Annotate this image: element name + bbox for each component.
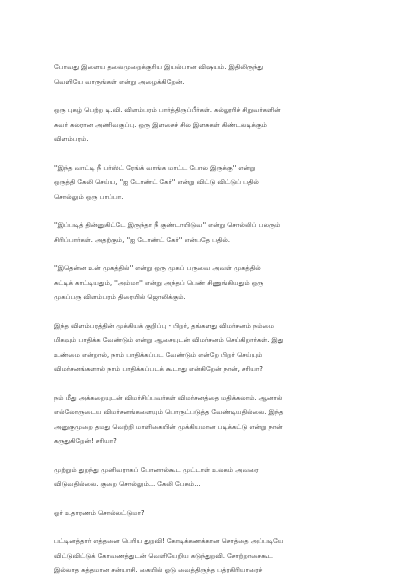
text-line: விடுவதில்லை. குறை சொல்லும்... கேலி பேசும்... (54, 480, 201, 488)
text-line: ''இதென்ன உன் முகத்தில்'' என்று ஒரு முகப் பருவை அவள் முகத்தில் (54, 264, 261, 272)
text-line: பட்டினத்தார் எத்தனை பெரிய துறவி! கோடிக்கணக்கான சொத்தை அப்படியே (54, 537, 284, 545)
text-line: உண்மை என்றால், நாம் பாதிக்கப்பட வேண்டும் என்றே பிறர் செய்யும் (54, 350, 263, 359)
text-line: முகப்பரு விளம்பரம் திரையில் ஜொலிக்கும். (54, 293, 186, 301)
text-line: சுட்டிக் காட்டியதும், ''அம்மா'' என்று அந்தப் பெண் சிணுங்கியதும் ஒரு (54, 278, 264, 287)
text-line: சுவர் கலரான அணிவகுப்பு. ஒரு இளசைச் சில இளசுகள் கிண்டலடிக்கும் (54, 120, 267, 129)
text-line: விட்டுவிட்டுக் கோவணத்துடன் வெளியேறிய கடுந்துறவி. சோற்றாசைகூட (54, 551, 274, 560)
text-line: சொல்லும் ஒரு பாப்பா. (54, 192, 124, 201)
text-line: போவது இளைய தலைமுறைக்குரிய இயல்பான விஷயம். இதிலிருந்து (54, 63, 264, 71)
text-line: அனுகுமுறை தமது வெற்றி மாளிகையின் முக்கியமான படிக்கட்டு என்று நான் (54, 422, 283, 431)
text-line: ''இப்படித் தின்னுகிட்டே இருந்தா நீ குண்டாயிடுவ'' என்று சொல்லிப் பலரும் (54, 221, 281, 229)
text-line: ஒரு புகழ் பெற்ற டி.வி. விளம்பரம் பார்த்திருப்பீர்கள். கல்லூரிச் சிறுவர்களின் (54, 106, 281, 114)
text-line: விமர்சனங்களால் நாம் பாதிக்கப்படக் கூடாது என்கிறேன் நான், சரியா? (54, 365, 263, 373)
paragraph (54, 261, 380, 305)
paragraph (54, 506, 380, 521)
text-line: மிகவும் பாதிக்க வேண்டும் என்று ஆசையுடன் விமர்சனம் செய்கிறார்கள். இது (54, 336, 284, 344)
paragraph (54, 60, 380, 89)
text-line: எல்லோருடைய விமர்சனங்களையும் பொருட்படுத்த வேண்டியதில்லை. இந்த (54, 408, 284, 416)
text-line: நம் மீது அக்கறையுடன் விமர்சிப்பவர்கள் விமர்சனத்தை மதிக்கலாம். ஆனால் (54, 393, 283, 402)
paragraph (54, 319, 380, 377)
text-line: ஒருத்தி கேலி செய்ய, ''ஐ டோண்ட் கேர்'' என்று விட்டு விட்டுப் பதில் (54, 178, 259, 186)
paragraph (54, 391, 380, 449)
text-line: வெளியே வாருங்கள் என்று அழைக்கிறேன். (54, 77, 185, 86)
text-line: முற்றும் துறந்து முனிவராகப் போனால்கூட முட்டாள் உலகம் அவரை (54, 465, 259, 474)
text-line: இல்லாத சுத்தமான சன்யாசி. கையில் ஓடு வைத்திருந்த பத்ரகிரியாரைச் (54, 566, 263, 574)
text-line: விளம்பரம். (54, 135, 89, 143)
text-line: இந்த விளம்பரத்தின் முக்கியக் குறிப்பு - பிறர், தங்களது விமர்சனம் நம்மை (54, 321, 275, 330)
text-line: கருதுகிறேன்! சரியா? (54, 437, 117, 445)
paragraph (54, 463, 380, 492)
text-line: ''இந்த வாட்டி நீ பர்ஸ்ட் ரேங்க் வாங்க மாட்ட போல இருக்கு'' என்று (54, 163, 256, 172)
paragraph (54, 103, 380, 147)
paragraph (54, 161, 380, 205)
text-line: ஓர் உதாரணம் சொல்லட்டுமா? (54, 508, 145, 517)
paragraph (54, 218, 380, 247)
paragraph (54, 534, 380, 578)
text-line: சிரிப்பார்கள். அதற்கும், ''ஐ டோண்ட் கேர்'' என்பதே பதில். (54, 235, 230, 244)
